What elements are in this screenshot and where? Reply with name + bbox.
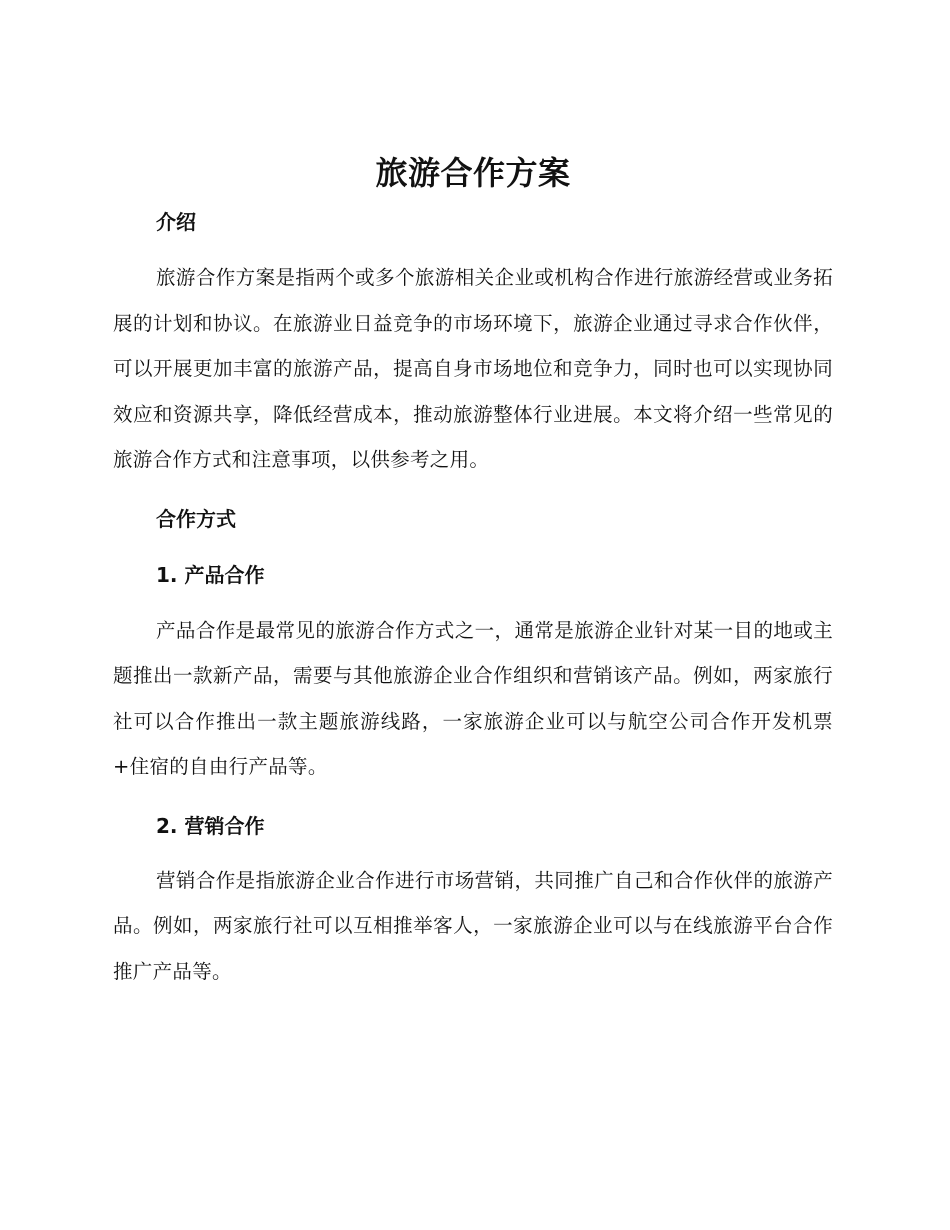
- paragraph-product: 产品合作是最常见的旅游合作方式之一，通常是旅游企业针对某一目的地或主题推出一款新产品，需要与其他旅游企业合作组织和营销该产品。例如，两家旅行社可以合作推出一款主题旅游线路，一家旅游企业可以与航空公司合作开发机票+住宿的自由行产品等。: [113, 618, 833, 778]
- paragraph-marketing: 营销合作是指旅游企业合作进行市场营销，共同推广自己和合作伙伴的旅游产品。例如，两家旅行社可以互相推举客人，一家旅游企业可以与在线旅游平台合作推广产品等。: [113, 868, 833, 983]
- document-title: 旅游合作方案: [375, 154, 571, 192]
- subsection-heading-product: 1. 产品合作: [156, 562, 265, 587]
- document-body: [113, 148, 833, 994]
- subsection-heading-marketing: 2. 营销合作: [156, 813, 265, 838]
- section-heading-methods: 合作方式: [156, 506, 236, 531]
- paragraph-intro: 旅游合作方案是指两个或多个旅游相关企业或机构合作进行旅游经营或业务拓展的计划和协议。在旅游业日益竞争的市场环境下，旅游企业通过寻求合作伙伴，可以开展更加丰富的旅游产品，提高自身市场地位和竞争力，同时也可以实现协同效应和资源共享，降低经营成本，推动旅游整体行业进展。本文将介绍一些常见的旅游合作方式和注意事项，以供参考之用。: [113, 266, 833, 471]
- section-heading-intro: 介绍: [156, 210, 196, 234]
